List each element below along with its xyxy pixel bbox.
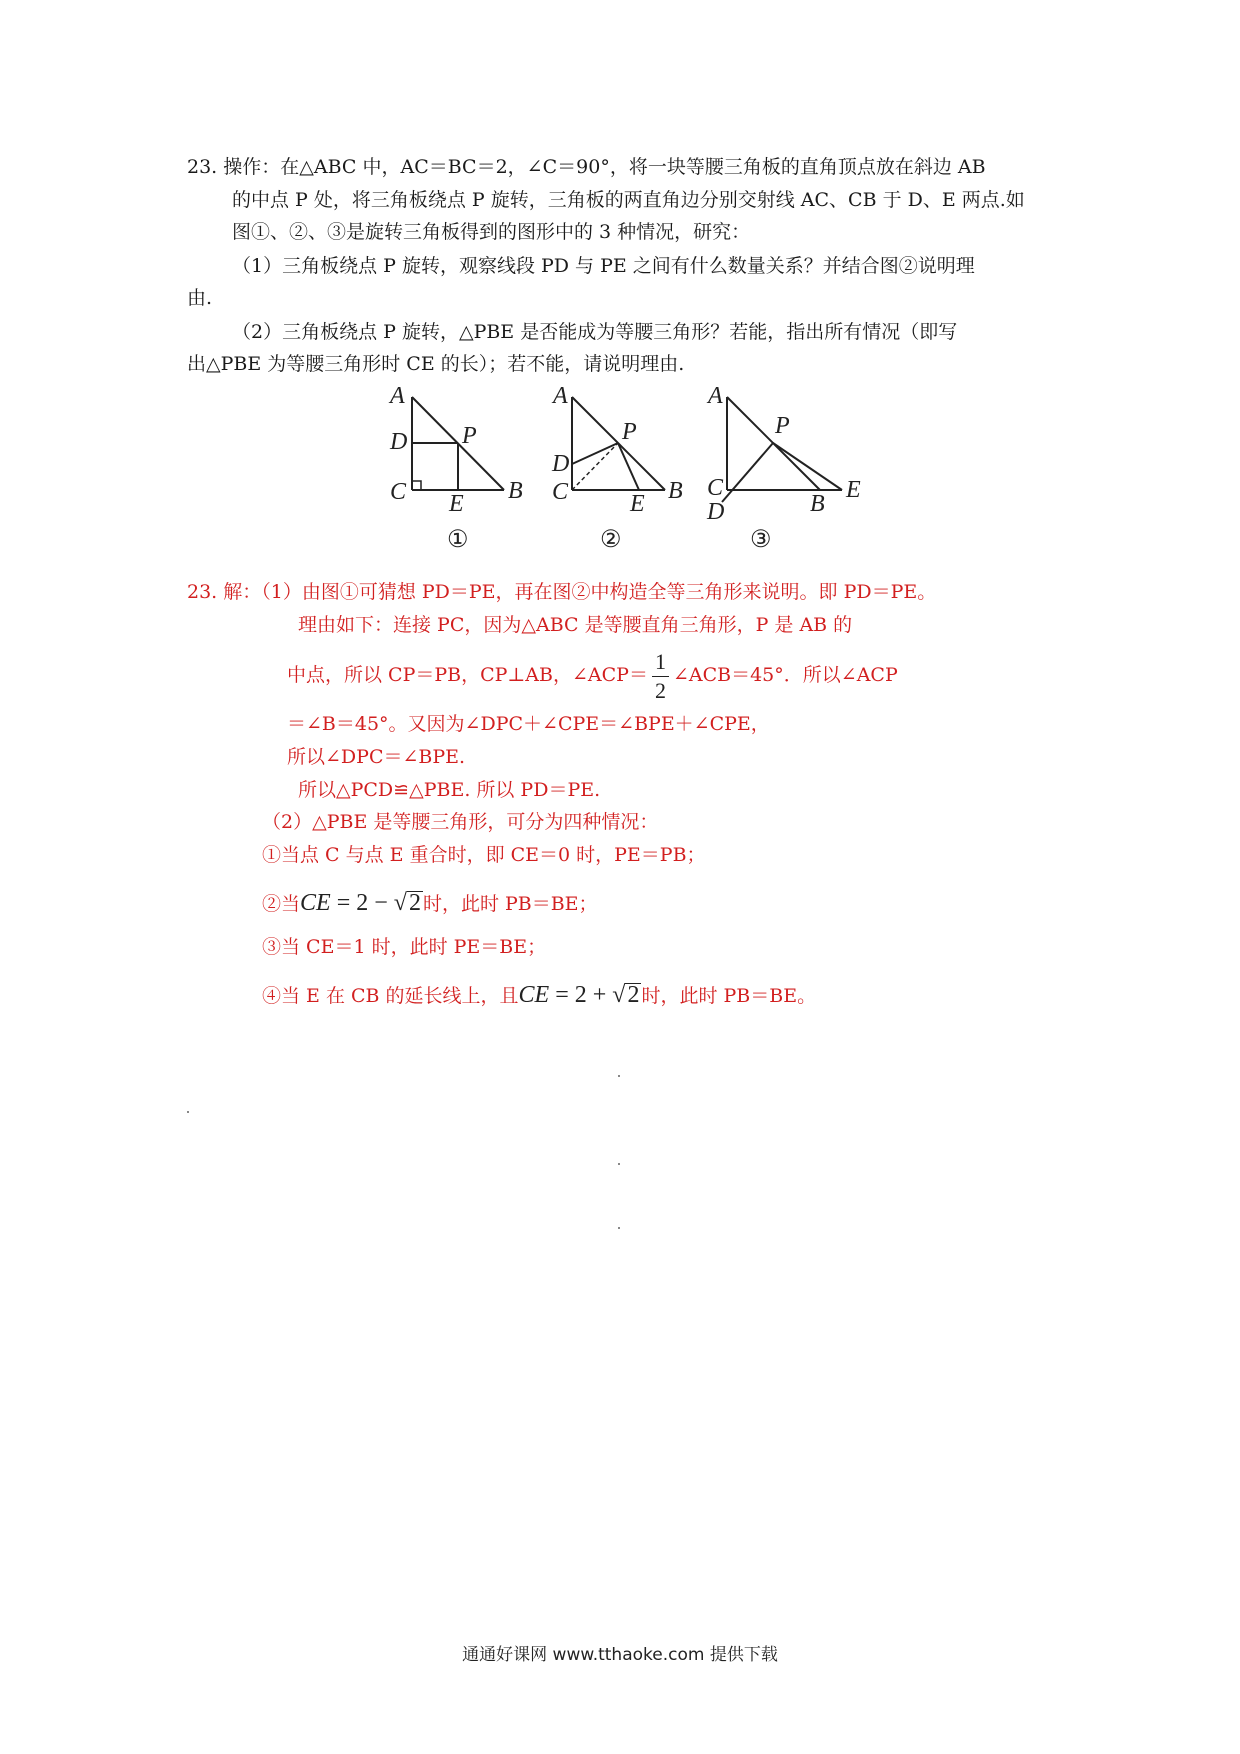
solution-line-3 [287,650,898,702]
fig3-label-A: A [708,383,723,409]
solution-line-5: 所以∠DPC＝∠BPE. [287,746,466,768]
scan-speck [187,1111,189,1113]
problem-line-4: （1）三角板绕点 P 旋转，观察线段 PD 与 PE 之间有什么数量关系？并结合图②说明理 [232,255,975,277]
footer-credit: 通通好课网 www.tthaoke.com 提供下载 [462,1645,778,1665]
scan-speck [618,1163,620,1165]
case-2-radicand: 2 [408,890,421,916]
solution-line-11 [262,980,816,1011]
case-2-suffix: 时，此时 PB＝BE； [422,893,598,915]
case-4-prefix: ④当 E 在 CB 的延长线上，且 [262,985,519,1007]
case-4-equation: = 2 + [549,982,613,1008]
fig1-caption: ① [447,527,469,553]
fig1-label-B: B [508,478,523,504]
problem-line-6: （2）三角板绕点 P 旋转，△PBE 是否能成为等腰三角形？若能，指出所有情况（即写 [232,321,958,343]
fig3-label-E: E [846,477,861,503]
case-2-prefix: ②当 [262,893,301,915]
sqrt-sign: √ [612,982,626,1008]
fig1-label-C: C [390,479,407,505]
fraction-one-half [652,648,669,703]
fig3-label-C: C [707,475,724,501]
problem-line-2: 的中点 P 处，将三角板绕点 P 旋转，三角板的两直角边分别交射线 AC、CB 于 D、E 两点.如 [232,189,1025,211]
solution-line-3b: ∠ACB＝45°．所以∠ACP [672,664,898,686]
solution-line-2: 理由如下：连接 PC，因为△ABC 是等腰直角三角形，P 是 AB 的 [298,614,853,636]
fig2-label-P: P [622,419,637,445]
case-4-suffix: 时，此时 PB＝BE。 [641,985,817,1007]
case-4-radicand: 2 [627,982,640,1008]
fig1-label-D: D [390,429,408,455]
fraction-denominator: 2 [654,677,666,703]
problem-line-1: 23. 操作：在△ABC 中，AC＝BC＝2，∠C＝90°，将一块等腰三角板的直角顶点放在斜边 AB [187,156,986,178]
solution-line-9 [262,888,598,919]
case-4-variable: CE [518,982,550,1008]
solution-line-4: ＝∠B＝45°。又因为∠DPC＋∠CPE＝∠BPE＋∠CPE， [287,713,770,735]
fig3-label-D: D [707,499,725,525]
fraction-numerator: 1 [652,651,669,677]
solution-line-1: 23. 解：（1）由图①可猜想 PD＝PE，再在图②中构造全等三角形来说明。即 PD＝PE。 [187,581,937,603]
fig2-label-D: D [552,451,570,477]
fig3-label-B: B [810,491,825,517]
solution-line-10: ③当 CE＝1 时，此时 PE＝BE； [262,936,547,958]
scan-speck [618,1075,620,1077]
problem-line-3: 图①、②、③是旋转三角板得到的图形中的 3 种情况，研究： [232,221,751,243]
problem-line-5: 由. [187,287,213,309]
fig2-caption: ② [600,527,622,553]
fig3-caption: ③ [750,527,772,553]
figure-2-lines [572,397,665,490]
solution-line-8: ①当点 C 与点 E 重合时，即 CE＝0 时，PE＝PB； [262,844,706,866]
fig1-label-A: A [390,383,405,409]
fig2-label-A: A [553,383,568,409]
solution-line-6: 所以△PCD≌△PBE. 所以 PD＝PE. [298,779,601,801]
solution-line-7: （2）△PBE 是等腰三角形，可分为四种情况： [262,811,659,833]
fig1-label-E: E [449,491,464,517]
case-2-equation: = 2 − [330,890,394,916]
fig3-label-P: P [775,413,790,439]
problem-line-7: 出△PBE 为等腰三角形时 CE 的长）；若不能，请说明理由. [187,353,685,375]
scan-speck [618,1227,620,1229]
fig2-label-C: C [552,479,569,505]
sqrt-sign: √ [393,890,407,916]
figure-1-lines [412,397,504,490]
case-2-variable: CE [300,890,331,916]
fig2-label-E: E [630,491,645,517]
fig1-label-P: P [462,423,477,449]
fig2-label-B: B [668,478,683,504]
solution-line-3a: 中点，所以 CP＝PB，CP⊥AB，∠ACP＝ [287,664,648,686]
